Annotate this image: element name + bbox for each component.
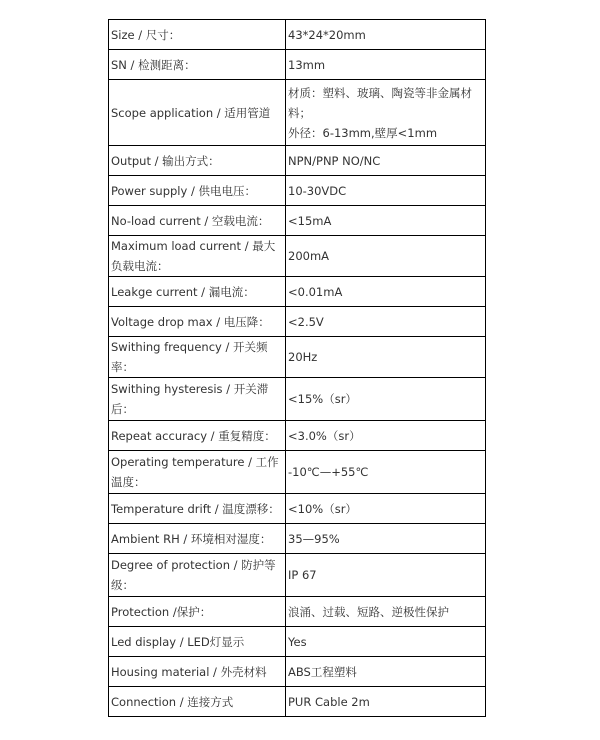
spec-value-line: NPN/PNP NO/NC [288,153,381,168]
spec-row [109,657,486,687]
spec-row [109,494,486,524]
spec-value-line: 43*24*20mm [288,27,366,42]
spec-label: Power supply / 供电电压： [109,176,286,206]
spec-value [286,657,486,687]
spec-label: No-load current / 空载电流： [109,206,286,236]
spec-label: Maximum load current / 最大负载电流： [109,236,286,277]
spec-label: SN / 检测距离： [109,50,286,80]
spec-value [286,146,486,176]
spec-label: Housing material / 外壳材料 [109,657,286,687]
spec-value-line: PUR Cable 2m [288,694,370,709]
spec-label: Operating temperature / 工作温度： [109,451,286,494]
spec-value-line: 浪涌、过载、短路、逆极性保护 [288,604,449,619]
spec-row [109,451,486,494]
spec-value [286,236,486,277]
spec-row [109,421,486,451]
spec-row [109,524,486,554]
spec-label: Led display / LED灯显示 [109,627,286,657]
spec-value [286,451,486,494]
spec-value-line: 外径：6-13mm,壁厚<1mm [288,125,438,140]
spec-label: Leakge current / 漏电流： [109,277,286,307]
spec-value [286,176,486,206]
spec-label: Output / 输出方式： [109,146,286,176]
spec-value-line: ABS工程塑料 [288,664,357,679]
spec-value-line: <3.0%（sr） [288,428,361,443]
spec-row [109,337,486,378]
spec-row [109,176,486,206]
spec-value-line: <2.5V [288,314,324,329]
spec-table [108,19,486,717]
spec-label: Temperature drift / 温度漂移： [109,494,286,524]
spec-value [286,378,486,421]
spec-value [286,50,486,80]
spec-row [109,597,486,627]
spec-value [286,277,486,307]
spec-row [109,277,486,307]
spec-label: Scope application / 适用管道 [109,80,286,146]
spec-row [109,236,486,277]
spec-label: Swithing hysteresis / 开关滞后： [109,378,286,421]
spec-row [109,307,486,337]
spec-value-line: -10℃—+55℃ [288,465,369,479]
spec-value-line: 13mm [288,57,326,72]
spec-label: Size / 尺寸： [109,20,286,50]
spec-label: Ambient RH / 环境相对湿度： [109,524,286,554]
spec-value [286,421,486,451]
spec-label: Swithing frequency / 开关频率： [109,337,286,378]
spec-value [286,307,486,337]
spec-row [109,80,486,146]
spec-label: Repeat accuracy / 重复精度： [109,421,286,451]
spec-value [286,554,486,597]
spec-value-line: 10-30VDC [288,183,347,198]
spec-row [109,687,486,717]
spec-value [286,524,486,554]
spec-value [286,627,486,657]
spec-value [286,687,486,717]
spec-value-line: <15%（sr） [288,392,357,406]
spec-value-line: 20Hz [288,350,318,364]
spec-row [109,20,486,50]
spec-label: Connection / 连接方式 [109,687,286,717]
spec-value [286,597,486,627]
spec-value-line: 200mA [288,249,330,263]
spec-value-line: 35—95% [288,531,340,546]
spec-value-line: IP 67 [288,568,317,582]
spec-label: Voltage drop max / 电压降： [109,307,286,337]
spec-row [109,554,486,597]
spec-value-line: <15mA [288,213,332,228]
spec-value [286,494,486,524]
spec-row [109,50,486,80]
spec-label: Degree of protection / 防护等级： [109,554,286,597]
spec-label: Protection /保护： [109,597,286,627]
spec-row [109,627,486,657]
spec-value-line: Yes [288,634,307,649]
spec-value [286,20,486,50]
spec-row [109,206,486,236]
spec-row [109,146,486,176]
spec-value-line: 材质：塑料、玻璃、陶瓷等非金属材料； [288,85,472,120]
spec-value-line: <10%（sr） [288,501,357,516]
spec-value [286,337,486,378]
spec-value [286,206,486,236]
spec-value [286,80,486,146]
spec-value-line: <0.01mA [288,284,343,299]
spec-row [109,378,486,421]
spec-table-body [109,20,486,717]
